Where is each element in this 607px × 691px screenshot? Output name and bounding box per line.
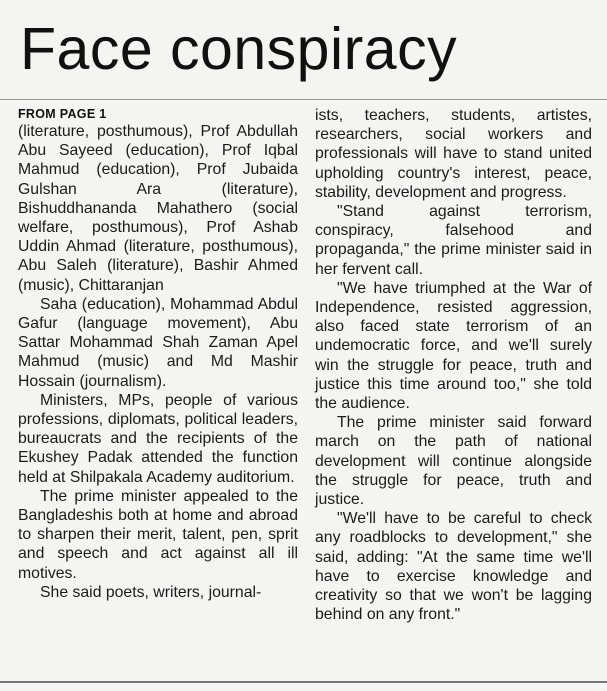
paragraph: "We have triumphed at the War of Independence, resisted aggression, also faced state terrorism of an undemocratic force, and we'll surely win the struggle for peace, truth and justice this time around too," she told the audience. — [315, 279, 592, 413]
dateline: FROM PAGE 1 — [18, 107, 107, 121]
paragraph: She said poets, writers, journal- — [40, 583, 262, 601]
paragraph: ists, teachers, students, artistes, researchers, social workers and professionals will have to stand united upholding country's interest, peace, stability, development and progress. — [315, 107, 592, 201]
paragraph: The prime minister appealed to the Bangladeshis both at home and abroad to sharpen their merit, talent, pen, sprit and speech and act against all ill motives. — [18, 487, 298, 582]
paragraph: Ministers, MPs, people of various professions, diplomats, political leaders, bureaucrats and the recipients of the Ekushey Padak attended the function held at Shilpakala Academy auditorium. — [18, 391, 298, 486]
paragraph: "Stand against terrorism, conspiracy, falsehood and propaganda," the prime minister said in her fervent call. — [315, 203, 592, 278]
headline-divider — [0, 99, 607, 100]
paragraph: (literature, posthumous), Prof Abdullah Abu Sayeed (education), Prof Iqbal Mahmud (education), Prof Jubaida Gulshan Ara (literature), Bishuddhananda Mahathero (social welfare, posthumous), Prof Ashab Uddin Ahmad (literature, posthumous), Abu Saleh (literature), Bashir Ahmed (music), Chittaranjan — [18, 123, 298, 294]
paragraph: Saha (education), Mohammad Abdul Gafur (language movement), Abu Sattar Mohammad Shah Zaman Apel Mahmud (music) and Md Mashir Hossain (journalism). — [18, 295, 298, 390]
bottom-divider — [0, 681, 607, 683]
paragraph: "We'll have to be careful to check any roadblocks to development," she said, adding: "At the same time we'll have to exercise knowledge and creativity so that we won't be lagging behind on any front." — [315, 510, 592, 624]
paragraph: The prime minister said forward march on the path of national development will continue alongside the struggle for peace, truth and justice. — [315, 414, 592, 509]
article-column-left — [18, 106, 298, 602]
article-column-right — [315, 106, 592, 624]
headline: Face conspiracy — [20, 16, 458, 82]
